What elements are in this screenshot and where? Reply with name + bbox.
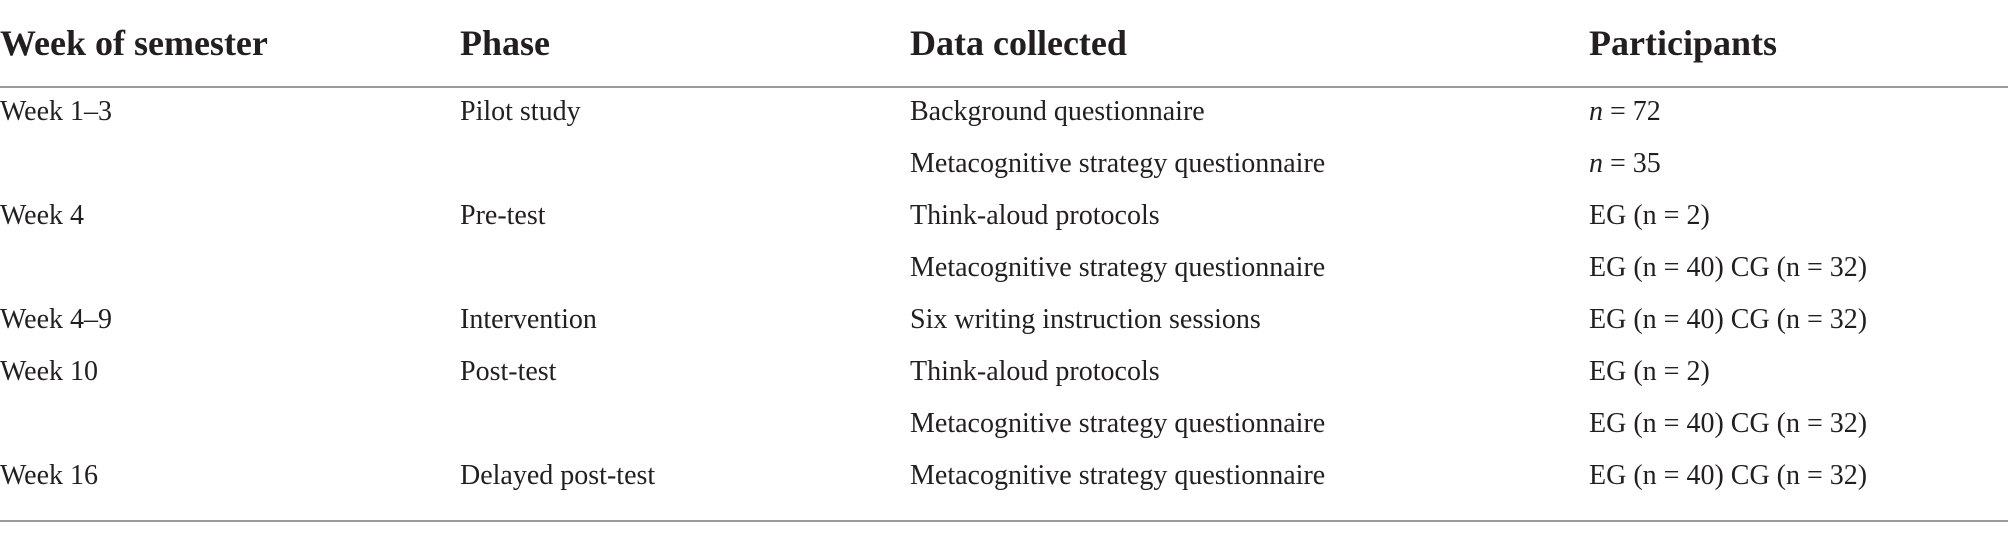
cell-participants bbox=[1589, 190, 1710, 242]
header-week-of-semester: Week of semester bbox=[0, 23, 268, 63]
participants-count: = 35 bbox=[1603, 148, 1661, 179]
participants-count: EG (n = 40) CG (n = 32) bbox=[1589, 408, 1868, 439]
table-row bbox=[0, 242, 2008, 294]
participants-count: EG (n = 2) bbox=[1589, 200, 1710, 231]
cell-participants bbox=[1589, 294, 1867, 346]
cell-data-collected: Background questionnaire bbox=[910, 96, 1205, 127]
table-row bbox=[0, 346, 2008, 398]
participants-variable: n bbox=[1589, 96, 1603, 127]
cell-data-collected: Metacognitive strategy questionnaire bbox=[910, 252, 1326, 283]
header-participants: Participants bbox=[1589, 23, 1777, 63]
cell-participants bbox=[1589, 398, 1867, 450]
table-bottom-rule bbox=[0, 520, 2008, 522]
table-row bbox=[0, 138, 2008, 190]
table-row bbox=[0, 86, 2008, 138]
participants-count: EG (n = 40) CG (n = 32) bbox=[1589, 252, 1868, 283]
cell-phase: Pilot study bbox=[460, 96, 581, 127]
cell-participants bbox=[1589, 450, 1867, 502]
cell-participants bbox=[1589, 242, 1867, 294]
cell-data-collected: Metacognitive strategy questionnaire bbox=[910, 408, 1326, 439]
cell-week: Week 10 bbox=[0, 356, 99, 387]
table-row bbox=[0, 450, 2008, 502]
participants-count: EG (n = 40) CG (n = 32) bbox=[1589, 460, 1868, 491]
cell-phase: Intervention bbox=[460, 304, 597, 335]
cell-week: Week 4 bbox=[0, 200, 85, 231]
cell-phase: Post-test bbox=[460, 356, 557, 387]
participants-variable: n bbox=[1589, 148, 1603, 179]
cell-participants bbox=[1589, 86, 1661, 138]
cell-phase: Pre-test bbox=[460, 200, 546, 231]
cell-data-collected: Metacognitive strategy questionnaire bbox=[910, 148, 1326, 179]
table-row bbox=[0, 398, 2008, 450]
cell-data-collected: Metacognitive strategy questionnaire bbox=[910, 460, 1326, 491]
cell-data-collected: Six writing instruction sessions bbox=[910, 304, 1261, 335]
header-data-collected: Data collected bbox=[910, 23, 1127, 63]
cell-participants bbox=[1589, 138, 1661, 190]
header-phase: Phase bbox=[460, 23, 550, 63]
cell-data-collected: Think-aloud protocols bbox=[910, 356, 1160, 387]
cell-week: Week 1–3 bbox=[0, 96, 113, 127]
table-row bbox=[0, 294, 2008, 346]
participants-count: EG (n = 2) bbox=[1589, 356, 1710, 387]
cell-phase: Delayed post-test bbox=[460, 460, 656, 491]
participants-count: = 72 bbox=[1603, 96, 1661, 127]
cell-week: Week 4–9 bbox=[0, 304, 113, 335]
participants-count: EG (n = 40) CG (n = 32) bbox=[1589, 304, 1868, 335]
cell-week: Week 16 bbox=[0, 460, 99, 491]
table-header-row bbox=[0, 14, 2008, 84]
cell-data-collected: Think-aloud protocols bbox=[910, 200, 1160, 231]
table-row bbox=[0, 190, 2008, 242]
cell-participants bbox=[1589, 346, 1710, 398]
